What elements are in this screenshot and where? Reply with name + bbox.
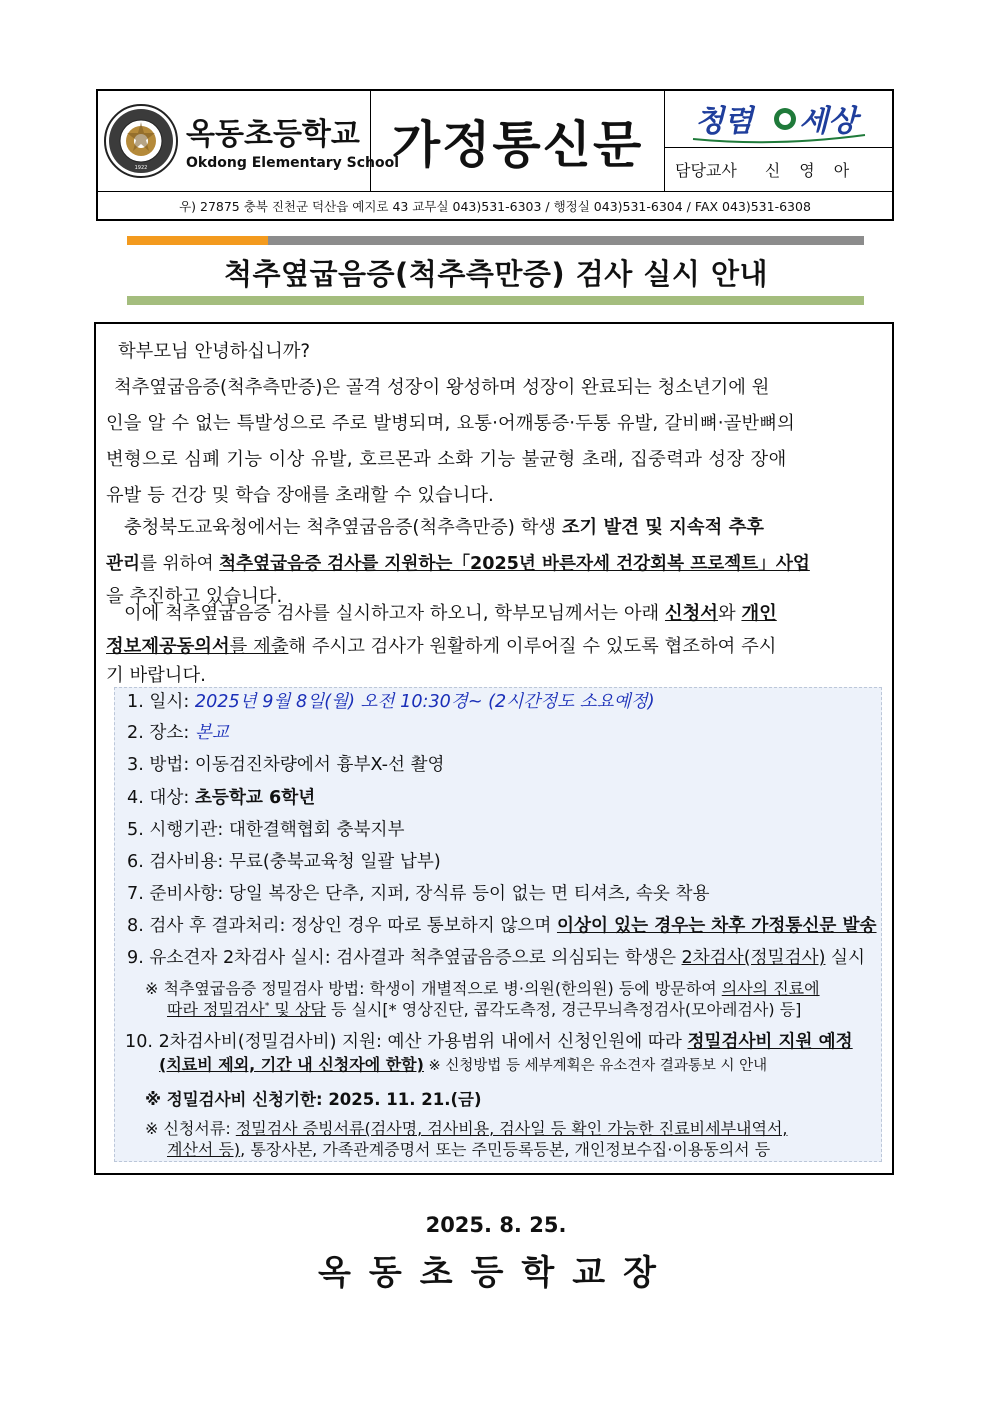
note-precision-exam-cont: 따라 정밀검사* 및 상담 등 실시[* 영상진단, 콥각도측정, 경근무늬측정검사(모아레검사) 등] (167, 1000, 802, 1019)
required-documents-cont: 계산서 등), 통장사본, 가족관계증명서 또는 주민등록등본, 개인정보수집·이용동의서 등 (167, 1140, 771, 1159)
svg-text:청렴: 청렴 (695, 104, 753, 139)
required-documents: ※ 신청서류: 정밀검사 증빙서류(검사명, 검사비용, 검사일 등 확인 가능한 진료비세부내역서, (145, 1119, 788, 1138)
list-item-date: 1. 일시: 2025년 9월 8일(월) 오전 10:30경~ (2시간정도 소요예정) (127, 692, 655, 712)
teacher-in-charge (665, 147, 892, 191)
paragraph-scoliosis-description: 척추옆굽음증(척추측만증)은 골격 성장이 왕성하며 성장이 완료되는 청소년기에 원 인을 알 수 없는 특발성으로 주로 발병되며, 요통·어깨통증·두통 유발, 갈비뼈·골반뼈의 변형으로 심폐 기능 이상 유발, 호르몬과 소화 기능 불균형 초래, 집중력과 성장 장애 유발 등 건강 및 학습 장애를 초래할 수 있습니다. (106, 377, 795, 506)
document-type: 가정통신문 (371, 91, 665, 191)
list-item-place: 2. 장소: 본교 (127, 723, 229, 743)
application-deadline: ※ 정밀검사비 신청기한: 2025. 11. 21.(금) (145, 1090, 482, 1109)
issue-date: 2025. 8. 25. (425, 1213, 567, 1237)
title-bar-top (268, 236, 864, 245)
list-item-target: 4. 대상: 초등학교 6학년 (127, 788, 316, 808)
list-item-results: 8. 검사 후 결과처리: 정상인 경우 따로 통보하지 않으며 이상이 있는 경우는 차후 가정통신문 발송 (127, 916, 877, 936)
list-item-exam-cost-support: 10. 2차검사비(정밀검사비) 지원: 예산 가용범위 내에서 신청인원에 따라 정밀검사비 지원 예정 (125, 1032, 853, 1052)
notice-body-box (94, 322, 894, 1175)
school-name: 옥동초등학교 (186, 117, 360, 152)
greeting: 학부모님 안녕하십니까? (118, 341, 311, 362)
list-item-agency: 5. 시행기관: 대한결핵협회 충북지부 (127, 820, 405, 840)
list-item-second-exam: 9. 유소견자 2차검사 실시: 검사결과 척추옆굽음증으로 의심되는 학생은 2차검사(정밀검사) 실시 (127, 948, 866, 968)
school-name-english: Okdong Elementary School (186, 155, 400, 171)
svg-text:1922: 1922 (134, 165, 148, 171)
title-bar-bottom (127, 296, 864, 305)
school-emblem-icon (103, 103, 179, 179)
list-item-method: 3. 방법: 이동검진차량에서 흉부X-선 촬영 (127, 755, 445, 775)
slogan-logo-icon (665, 91, 892, 147)
paragraph-project: 충청북도교육청에서는 척추옆굽음증(척추측만증) 학생 조기 발견 및 지속적 추후 관리를 위하여 척추옆굽음증 검사를 지원하는「2025년 바른자세 건강회복 프로젝트」사업 을 추진하고 있습니다. (106, 517, 810, 607)
list-item-exam-cost-support-cont: (치료비 제외, 기간 내 신청자에 한함) ※ 신청방법 등 세부계획은 유소견자 결과통보 시 안내 (159, 1055, 768, 1074)
note-precision-exam: ※ 척추옆굽음증 정밀검사 방법: 학생이 개별적으로 병·의원(한의원) 등에 방문하여 의사의 진료에 (145, 979, 820, 998)
document-title: 척추옆굽음증(척추측만증) 검사 실시 안내 (223, 257, 769, 291)
letterhead (96, 89, 894, 221)
school-block (98, 91, 400, 191)
teacher-name: 신영아 (764, 161, 869, 180)
list-item-cost: 6. 검사비용: 무료(충북교육청 일괄 납부) (127, 852, 441, 872)
teacher-label: 담당교사 (675, 161, 737, 180)
exam-details-list (114, 687, 882, 1162)
list-item-preparation: 7. 준비사항: 당일 복장은 단추, 지퍼, 장식류 등이 없는 면 티셔츠, 속옷 착용 (127, 884, 710, 904)
principal-signature: 옥동초등학교장 (318, 1253, 674, 1293)
school-address: 우) 27875 충북 진천군 덕산읍 예지로 43 교무실 043)531-6303 / 행정실 043)531-6304 / FAX 043)531-6308 (98, 191, 892, 219)
slogan-teacher-block (665, 91, 892, 191)
svg-text:세상: 세상 (799, 104, 857, 139)
paragraph-request: 이에 척추옆굽음증 검사를 실시하고자 하오니, 학부모님께서는 아래 신청서와 개인 정보제공동의서를 제출해 주시고 검사가 원활하게 이루어질 수 있도록 협조하여 주시 기 바랍니다. (106, 603, 777, 686)
slogan (665, 91, 892, 147)
title-bar-accent (127, 236, 268, 245)
